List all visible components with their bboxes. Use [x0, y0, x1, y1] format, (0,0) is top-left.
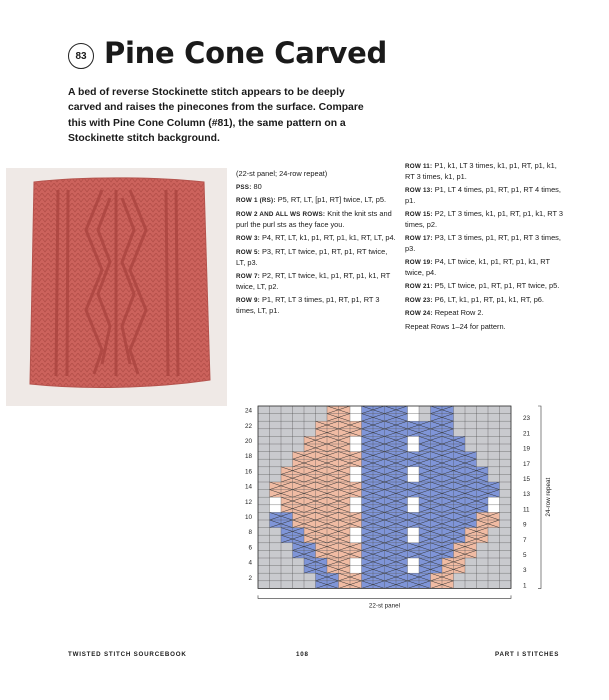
- purl-cell: [270, 543, 282, 551]
- purl-cell: [304, 421, 316, 429]
- purl-cell: [293, 581, 305, 589]
- knit-cell: [408, 505, 420, 513]
- row-label: ROW 23:: [405, 296, 433, 304]
- purl-cell: [477, 558, 489, 566]
- purl-cell: [281, 406, 293, 414]
- knit-cell: [270, 497, 282, 505]
- purl-cell: [270, 467, 282, 475]
- purl-cell: [500, 573, 512, 581]
- knit-cell: [350, 566, 362, 574]
- row-number-left: 22: [244, 422, 252, 430]
- row-number-left: 18: [244, 453, 252, 461]
- row-text: P4, RT, LT, k1, p1, RT, p1, k1, RT, LT, p4.: [259, 233, 396, 243]
- purl-cell: [500, 414, 512, 422]
- purl-cell: [465, 558, 477, 566]
- purl-cell: [500, 406, 512, 414]
- instruction-line: [405, 161, 567, 183]
- row-text: (22-st panel; 24-row repeat): [236, 169, 328, 178]
- row-number-left: 16: [244, 468, 252, 476]
- purl-cell: [258, 474, 270, 482]
- knit-cell: [350, 474, 362, 482]
- purl-cell: [270, 573, 282, 581]
- purl-cell: [258, 482, 270, 490]
- purl-cell: [500, 459, 512, 467]
- purl-cell: [270, 436, 282, 444]
- row-label: ROW 15:: [405, 210, 433, 218]
- instruction-line: [236, 247, 398, 269]
- row-text: 80: [251, 181, 262, 191]
- purl-cell: [488, 467, 500, 475]
- row-label: ROW 19:: [405, 258, 433, 266]
- instructions-column-1: [236, 169, 398, 319]
- purl-cell: [258, 406, 270, 414]
- instruction-line: [405, 281, 567, 292]
- instruction-line: [236, 295, 398, 317]
- instructions-column-2: [405, 161, 567, 335]
- purl-cell: [500, 452, 512, 460]
- knit-cell: [350, 558, 362, 566]
- row-number-right: 9: [523, 521, 527, 529]
- purl-cell: [454, 429, 466, 437]
- instruction-line: [405, 308, 567, 319]
- panel-label: 22-st panel: [368, 602, 401, 610]
- purl-cell: [258, 520, 270, 528]
- purl-cell: [465, 566, 477, 574]
- purl-cell: [293, 573, 305, 581]
- row-label: ROW 9:: [236, 296, 260, 304]
- row-text: P3, LT 3 times, p1, RT, p1, RT 3 times, p3.: [405, 232, 561, 254]
- row-number-right: 5: [523, 552, 527, 559]
- purl-cell: [270, 429, 282, 437]
- pattern-number-badge: 83: [68, 43, 94, 69]
- row-label: ROW 7:: [236, 272, 260, 280]
- purl-cell: [488, 550, 500, 558]
- row-label: ROW 17:: [405, 234, 433, 242]
- purl-cell: [281, 444, 293, 452]
- row-text: P2, LT 3 times, k1, p1, RT, p1, k1, RT 3 times, p2.: [405, 208, 563, 230]
- purl-cell: [465, 444, 477, 452]
- row-number-left: 14: [244, 483, 252, 491]
- row-text: P2, RT, LT twice, k1, p1, RT, p1, k1, RT twice, LT, p2.: [236, 270, 391, 292]
- row-number-left: 24: [244, 407, 252, 415]
- row-number-left: 8: [248, 529, 252, 537]
- purl-cell: [488, 429, 500, 437]
- row-label: ROW 5:: [236, 248, 260, 256]
- purl-cell: [281, 543, 293, 551]
- row-label: ROW 2 AND ALL WS ROWS:: [236, 211, 326, 219]
- purl-cell: [454, 406, 466, 414]
- footer-book-title: TWISTED STITCH SOURCEBOOK: [68, 651, 187, 658]
- purl-cell: [293, 414, 305, 422]
- purl-cell: [500, 528, 512, 536]
- purl-cell: [270, 550, 282, 558]
- purl-cell: [454, 414, 466, 422]
- purl-cell: [270, 581, 282, 589]
- purl-cell: [500, 490, 512, 498]
- purl-cell: [258, 550, 270, 558]
- purl-cell: [465, 406, 477, 414]
- row-label: ROW 24:: [405, 310, 433, 318]
- knit-cell: [350, 467, 362, 475]
- purl-cell: [488, 566, 500, 574]
- purl-cell: [488, 558, 500, 566]
- swatch-photo-frame: [6, 168, 227, 406]
- purl-cell: [477, 573, 489, 581]
- purl-cell: [454, 581, 466, 589]
- purl-cell: [488, 573, 500, 581]
- purl-cell: [488, 535, 500, 543]
- row-text: Knit the knit sts and purl the purl sts as they face you.: [236, 209, 392, 230]
- purl-cell: [477, 414, 489, 422]
- purl-cell: [281, 429, 293, 437]
- purl-cell: [500, 566, 512, 574]
- purl-cell: [316, 406, 328, 414]
- knit-cell: [350, 535, 362, 543]
- purl-cell: [258, 490, 270, 498]
- purl-cell: [281, 573, 293, 581]
- row-label: PSS:: [236, 183, 252, 191]
- instruction-line: [405, 295, 567, 306]
- purl-cell: [477, 436, 489, 444]
- purl-cell: [258, 543, 270, 551]
- row-number-right: 3: [523, 567, 527, 575]
- stitch-chart: [238, 398, 568, 630]
- row-number-left: 12: [244, 498, 252, 506]
- purl-cell: [488, 444, 500, 452]
- purl-cell: [293, 421, 305, 429]
- purl-cell: [270, 528, 282, 536]
- purl-cell: [258, 558, 270, 566]
- purl-cell: [454, 421, 466, 429]
- knit-cell: [350, 436, 362, 444]
- purl-cell: [488, 474, 500, 482]
- purl-cell: [281, 550, 293, 558]
- row-text: P4, LT twice, k1, p1, RT, p1, k1, RT twice, p4.: [405, 256, 550, 278]
- purl-cell: [293, 566, 305, 574]
- knit-cell: [408, 566, 420, 574]
- purl-cell: [477, 429, 489, 437]
- instruction-line: [405, 322, 567, 332]
- purl-cell: [258, 467, 270, 475]
- row-number-right: 19: [523, 445, 531, 453]
- knit-cell: [408, 436, 420, 444]
- purl-cell: [281, 436, 293, 444]
- purl-cell: [304, 414, 316, 422]
- row-number-right: 23: [523, 415, 531, 423]
- purl-cell: [258, 459, 270, 467]
- row-number-left: 10: [244, 514, 252, 521]
- row-number-right: 1: [523, 582, 527, 590]
- purl-cell: [500, 558, 512, 566]
- row-text: P5, RT, LT, [p1, RT] twice, LT, p5.: [275, 195, 386, 205]
- row-number-left: 2: [248, 574, 252, 582]
- purl-cell: [258, 528, 270, 536]
- purl-cell: [270, 535, 282, 543]
- purl-cell: [500, 474, 512, 482]
- purl-cell: [270, 459, 282, 467]
- purl-cell: [465, 573, 477, 581]
- row-label: ROW 1 (RS):: [236, 197, 276, 205]
- purl-cell: [293, 406, 305, 414]
- row-text: P6, LT, k1, p1, RT, p1, k1, RT, p6.: [432, 294, 544, 304]
- row-label: ROW 3:: [236, 235, 260, 243]
- panel-bracket: [258, 595, 511, 598]
- purl-cell: [500, 467, 512, 475]
- purl-cell: [304, 573, 316, 581]
- purl-cell: [270, 444, 282, 452]
- page-title: Pine Cone Carved: [104, 36, 387, 70]
- purl-cell: [293, 444, 305, 452]
- knit-cell: [488, 505, 500, 513]
- purl-cell: [258, 505, 270, 513]
- purl-cell: [316, 414, 328, 422]
- purl-cell: [500, 512, 512, 520]
- purl-cell: [465, 436, 477, 444]
- knit-cell: [350, 528, 362, 536]
- purl-cell: [477, 543, 489, 551]
- row-text: P1, k1, LT 3 times, k1, p1, RT, p1, k1, RT 3 times, k1, p1.: [405, 161, 557, 182]
- purl-cell: [270, 474, 282, 482]
- footer-page-number: 108: [296, 651, 309, 658]
- purl-cell: [281, 421, 293, 429]
- purl-cell: [281, 566, 293, 574]
- purl-cell: [488, 543, 500, 551]
- purl-cell: [465, 414, 477, 422]
- knit-cell: [408, 406, 420, 414]
- purl-cell: [500, 581, 512, 589]
- purl-cell: [500, 482, 512, 490]
- row-text: P1, RT, LT 3 times, p1, RT, p1, RT 3 times, LT, p1.: [236, 294, 380, 315]
- instruction-line: [405, 209, 567, 231]
- repeat-label: 24-row repeat: [545, 477, 552, 517]
- purl-cell: [258, 573, 270, 581]
- purl-cell: [281, 459, 293, 467]
- purl-cell: [258, 429, 270, 437]
- knitted-swatch-icon: [6, 168, 227, 406]
- row-text: P5, LT twice, p1, RT, p1, RT twice, p5.: [432, 280, 560, 290]
- purl-cell: [258, 535, 270, 543]
- purl-cell: [258, 497, 270, 505]
- purl-cell: [281, 452, 293, 460]
- purl-cell: [270, 452, 282, 460]
- footer-section: PART I STITCHES: [495, 651, 560, 658]
- knit-cell: [350, 497, 362, 505]
- knit-cell: [350, 444, 362, 452]
- knit-cell: [408, 558, 420, 566]
- purl-cell: [293, 436, 305, 444]
- row-text: P1, LT 4 times, p1, RT, p1, RT 4 times, p1.: [405, 184, 561, 206]
- knit-cell: [408, 467, 420, 475]
- purl-cell: [488, 406, 500, 414]
- purl-cell: [477, 566, 489, 574]
- purl-cell: [419, 414, 431, 422]
- knit-cell: [350, 505, 362, 513]
- row-number-left: 6: [248, 544, 252, 552]
- purl-cell: [258, 566, 270, 574]
- purl-cell: [488, 421, 500, 429]
- purl-cell: [258, 414, 270, 422]
- knit-cell: [408, 528, 420, 536]
- row-text: P3, RT, LT twice, p1, RT, p1, RT twice, LT, p3.: [236, 246, 388, 268]
- instruction-line: [236, 233, 398, 244]
- purl-cell: [477, 581, 489, 589]
- purl-cell: [488, 581, 500, 589]
- row-text: Repeat Rows 1–24 for pattern.: [405, 321, 506, 331]
- knit-cell: [408, 497, 420, 505]
- instruction-line: [236, 195, 398, 206]
- purl-cell: [488, 436, 500, 444]
- knit-cell: [408, 474, 420, 482]
- row-number-right: 17: [523, 460, 531, 468]
- purl-cell: [488, 528, 500, 536]
- purl-cell: [500, 505, 512, 513]
- knit-cell: [350, 406, 362, 414]
- purl-cell: [293, 558, 305, 566]
- row-label: ROW 11:: [405, 163, 433, 170]
- purl-cell: [270, 558, 282, 566]
- row-number-right: 13: [523, 491, 531, 499]
- purl-cell: [500, 444, 512, 452]
- purl-cell: [500, 436, 512, 444]
- knit-cell: [270, 505, 282, 513]
- purl-cell: [477, 406, 489, 414]
- purl-cell: [500, 550, 512, 558]
- purl-cell: [500, 429, 512, 437]
- purl-cell: [488, 452, 500, 460]
- knit-cell: [350, 414, 362, 422]
- repeat-bracket: [538, 406, 541, 588]
- purl-cell: [270, 566, 282, 574]
- knit-cell: [408, 444, 420, 452]
- row-text: Repeat Row 2.: [432, 308, 484, 318]
- row-label: ROW 21:: [405, 282, 433, 290]
- purl-cell: [477, 550, 489, 558]
- purl-cell: [477, 444, 489, 452]
- purl-cell: [258, 436, 270, 444]
- row-number-right: 21: [523, 430, 531, 438]
- purl-cell: [270, 406, 282, 414]
- knit-cell: [488, 497, 500, 505]
- purl-cell: [281, 414, 293, 422]
- purl-cell: [500, 535, 512, 543]
- purl-cell: [258, 512, 270, 520]
- row-number-left: 20: [244, 438, 252, 445]
- purl-cell: [500, 497, 512, 505]
- purl-cell: [488, 459, 500, 467]
- purl-cell: [477, 421, 489, 429]
- purl-cell: [477, 452, 489, 460]
- instruction-line: [405, 185, 567, 207]
- instruction-line: [236, 182, 398, 193]
- knit-cell: [408, 414, 420, 422]
- purl-cell: [454, 573, 466, 581]
- purl-cell: [270, 421, 282, 429]
- purl-cell: [281, 581, 293, 589]
- purl-cell: [500, 421, 512, 429]
- row-number-right: 7: [523, 536, 527, 544]
- instruction-line: [405, 257, 567, 279]
- purl-cell: [258, 421, 270, 429]
- purl-cell: [258, 444, 270, 452]
- purl-cell: [477, 459, 489, 467]
- purl-cell: [488, 414, 500, 422]
- row-label: ROW 13:: [405, 186, 433, 194]
- purl-cell: [258, 581, 270, 589]
- row-number-left: 4: [248, 559, 252, 567]
- knit-cell: [408, 535, 420, 543]
- instruction-line: [236, 209, 398, 231]
- purl-cell: [465, 429, 477, 437]
- purl-cell: [500, 543, 512, 551]
- purl-cell: [500, 520, 512, 528]
- row-number-right: 11: [523, 506, 530, 514]
- purl-cell: [304, 429, 316, 437]
- purl-cell: [304, 406, 316, 414]
- purl-cell: [281, 558, 293, 566]
- purl-cell: [258, 452, 270, 460]
- purl-cell: [419, 406, 431, 414]
- row-number-right: 15: [523, 476, 531, 483]
- purl-cell: [293, 429, 305, 437]
- intro-paragraph: A bed of reverse Stockinette stitch appears to be deeply carved and raises the pinecones from the surface. Compare this with Pine Cone Column (#81), the same pattern on a Stockinette stitch background.: [68, 87, 364, 144]
- purl-cell: [465, 421, 477, 429]
- instruction-line: [236, 169, 398, 179]
- instruction-line: [236, 271, 398, 293]
- instruction-line: [405, 233, 567, 255]
- purl-cell: [304, 581, 316, 589]
- purl-cell: [465, 581, 477, 589]
- purl-cell: [270, 414, 282, 422]
